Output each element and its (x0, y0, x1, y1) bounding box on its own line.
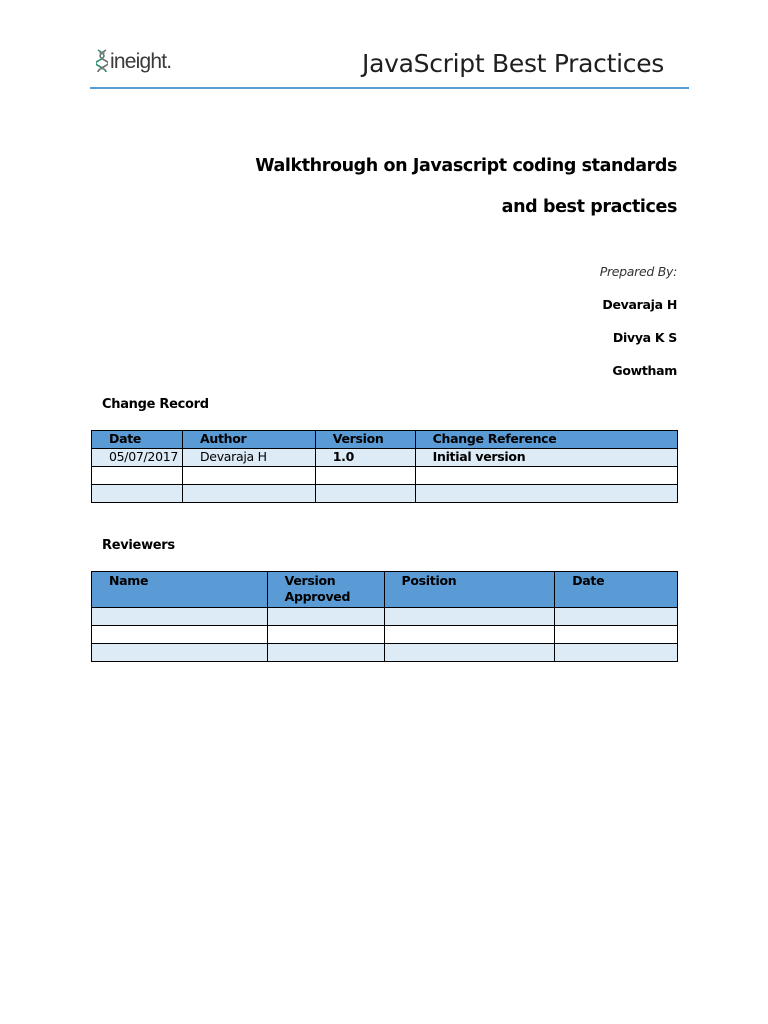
table-cell (267, 644, 384, 662)
table-cell (92, 485, 183, 503)
table-cell (92, 644, 268, 662)
column-header: Version (315, 431, 415, 449)
company-logo (96, 46, 171, 76)
author-name: Divya K S (612, 330, 677, 345)
column-header: Date (555, 572, 678, 608)
table-cell (92, 608, 268, 626)
column-header: Date (92, 431, 183, 449)
reviewers-table (91, 571, 678, 662)
table-cell (267, 626, 384, 644)
table-cell: Devaraja H (182, 449, 315, 467)
document-title-line-1: Walkthrough on Javascript coding standards (255, 156, 677, 176)
table-row (92, 608, 678, 626)
reviewers-label: Reviewers (102, 538, 175, 553)
table-cell (182, 485, 315, 503)
column-header: Version Approved (267, 572, 384, 608)
table-cell (555, 644, 678, 662)
column-header: Author (182, 431, 315, 449)
table-cell (92, 626, 268, 644)
table-cell (182, 467, 315, 485)
table-header-row (92, 431, 678, 449)
document-title-line-2: and best practices (501, 197, 677, 217)
table-cell (555, 608, 678, 626)
table-cell (384, 608, 555, 626)
column-header: Position (384, 572, 555, 608)
table-cell (315, 485, 415, 503)
table-cell (415, 467, 677, 485)
column-header: Change Reference (415, 431, 677, 449)
table-cell (555, 626, 678, 644)
table-cell (92, 467, 183, 485)
change-record-label: Change Record (102, 397, 209, 412)
table-row (92, 467, 678, 485)
table-cell (384, 644, 555, 662)
table-header-row (92, 572, 678, 608)
prepared-by-label: Prepared By: (599, 264, 677, 279)
table-row (92, 449, 678, 467)
table-row (92, 485, 678, 503)
table-cell: Initial version (415, 449, 677, 467)
document-title (255, 146, 677, 228)
table-cell: 05/07/2017 (92, 449, 183, 467)
table-row (92, 644, 678, 662)
change-record-table (91, 430, 678, 503)
header-divider (90, 87, 689, 89)
table-cell: 1.0 (315, 449, 415, 467)
logo-text: ineight. (110, 49, 172, 73)
header-title: JavaScript Best Practices (362, 49, 664, 78)
table-cell (384, 626, 555, 644)
author-name: Devaraja H (602, 297, 677, 312)
author-list (602, 297, 677, 396)
dna-helix-icon (96, 49, 108, 73)
table-cell (315, 467, 415, 485)
table-cell (415, 485, 677, 503)
column-header: Name (92, 572, 268, 608)
table-row (92, 626, 678, 644)
table-cell (267, 608, 384, 626)
author-name: Gowtham (612, 363, 677, 378)
